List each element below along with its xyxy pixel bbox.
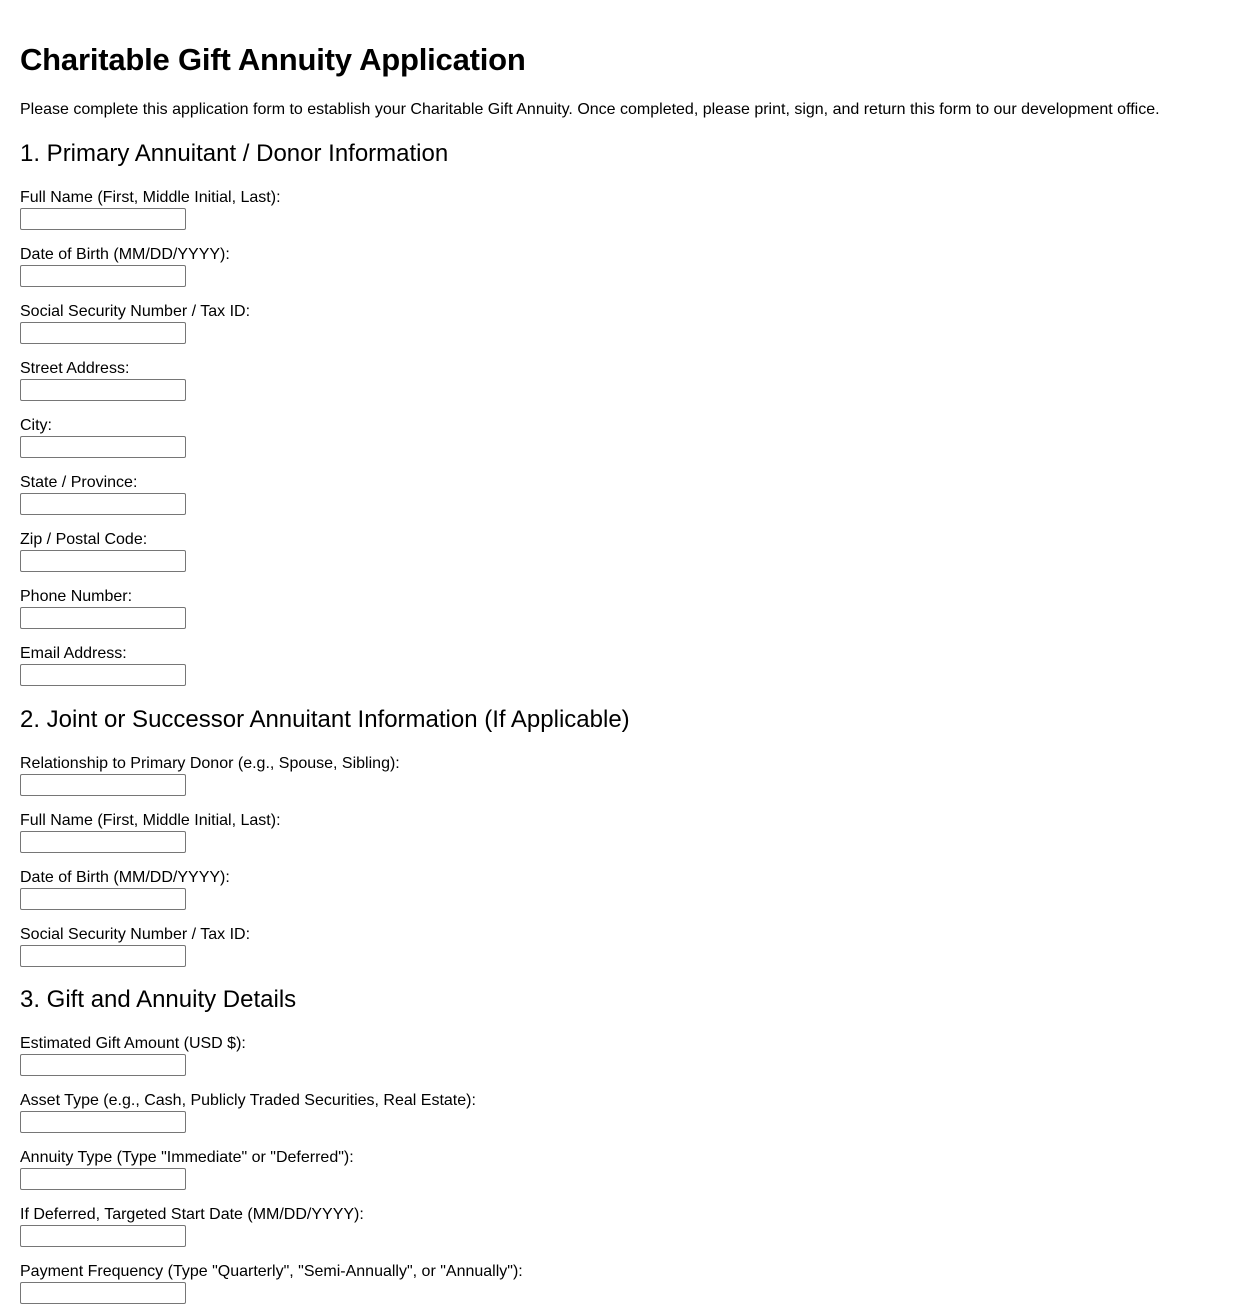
field-annuity-type xyxy=(20,1148,354,1190)
email-address-input[interactable] xyxy=(20,664,186,686)
zip-postal-code-input[interactable] xyxy=(20,550,186,572)
field-label: Payment Frequency (Type "Quarterly", "Semi-Annually", or "Annually"): xyxy=(20,1263,523,1280)
relationship-input[interactable] xyxy=(20,774,186,796)
field-joint-full-name xyxy=(20,811,281,853)
joint-ssn-input[interactable] xyxy=(20,945,186,967)
city-input[interactable] xyxy=(20,436,186,458)
field-label: Social Security Number / Tax ID: xyxy=(20,303,251,320)
field-primary-date-of-birth xyxy=(20,245,230,287)
field-city xyxy=(20,416,186,458)
field-label: City: xyxy=(20,417,52,434)
field-label: Street Address: xyxy=(20,360,130,377)
deferred-start-date-input[interactable] xyxy=(20,1225,186,1247)
field-deferred-start-date xyxy=(20,1205,364,1247)
section-heading-gift-details: 3. Gift and Annuity Details xyxy=(20,986,297,1013)
field-street-address xyxy=(20,359,186,401)
field-gift-amount xyxy=(20,1034,246,1076)
field-payment-frequency xyxy=(20,1262,523,1304)
primary-full-name-input[interactable] xyxy=(20,208,186,230)
field-label: Date of Birth (MM/DD/YYYY): xyxy=(20,246,230,263)
field-label: Date of Birth (MM/DD/YYYY): xyxy=(20,869,230,886)
field-label: State / Province: xyxy=(20,474,138,491)
field-primary-ssn xyxy=(20,302,250,344)
primary-date-of-birth-input[interactable] xyxy=(20,265,186,287)
section-heading-primary-annuitant: 1. Primary Annuitant / Donor Information xyxy=(20,140,449,167)
field-joint-date-of-birth xyxy=(20,868,230,910)
field-phone-number xyxy=(20,587,186,629)
field-label: If Deferred, Targeted Start Date (MM/DD/YYYY): xyxy=(20,1206,364,1223)
joint-full-name-input[interactable] xyxy=(20,831,186,853)
field-label: Annuity Type (Type "Immediate" or "Deferred"): xyxy=(20,1149,354,1166)
field-label: Social Security Number / Tax ID: xyxy=(20,926,251,943)
phone-number-input[interactable] xyxy=(20,607,186,629)
state-province-input[interactable] xyxy=(20,493,186,515)
field-joint-ssn xyxy=(20,925,250,967)
field-label: Phone Number: xyxy=(20,588,133,605)
intro-text: Please complete this application form to establish your Charitable Gift Annuity. Once completed, please print, sign, and return this form to our development office. xyxy=(20,101,1160,118)
annuity-type-input[interactable] xyxy=(20,1168,186,1190)
page-title: Charitable Gift Annuity Application xyxy=(20,42,526,77)
field-relationship xyxy=(20,754,400,796)
field-label: Email Address: xyxy=(20,645,127,662)
section-heading-joint-annuitant: 2. Joint or Successor Annuitant Information (If Applicable) xyxy=(20,706,630,733)
field-zip-postal-code xyxy=(20,530,186,572)
field-asset-type xyxy=(20,1091,476,1133)
payment-frequency-input[interactable] xyxy=(20,1282,186,1304)
field-label: Estimated Gift Amount (USD $): xyxy=(20,1035,246,1052)
primary-ssn-input[interactable] xyxy=(20,322,186,344)
gift-amount-input[interactable] xyxy=(20,1054,186,1076)
field-label: Full Name (First, Middle Initial, Last): xyxy=(20,189,281,206)
field-primary-full-name xyxy=(20,188,281,230)
field-label: Zip / Postal Code: xyxy=(20,531,148,548)
field-state-province xyxy=(20,473,186,515)
field-email-address xyxy=(20,644,186,686)
joint-date-of-birth-input[interactable] xyxy=(20,888,186,910)
asset-type-input[interactable] xyxy=(20,1111,186,1133)
street-address-input[interactable] xyxy=(20,379,186,401)
field-label: Full Name (First, Middle Initial, Last): xyxy=(20,812,281,829)
field-label: Asset Type (e.g., Cash, Publicly Traded Securities, Real Estate): xyxy=(20,1092,476,1109)
field-label: Relationship to Primary Donor (e.g., Spouse, Sibling): xyxy=(20,755,400,772)
